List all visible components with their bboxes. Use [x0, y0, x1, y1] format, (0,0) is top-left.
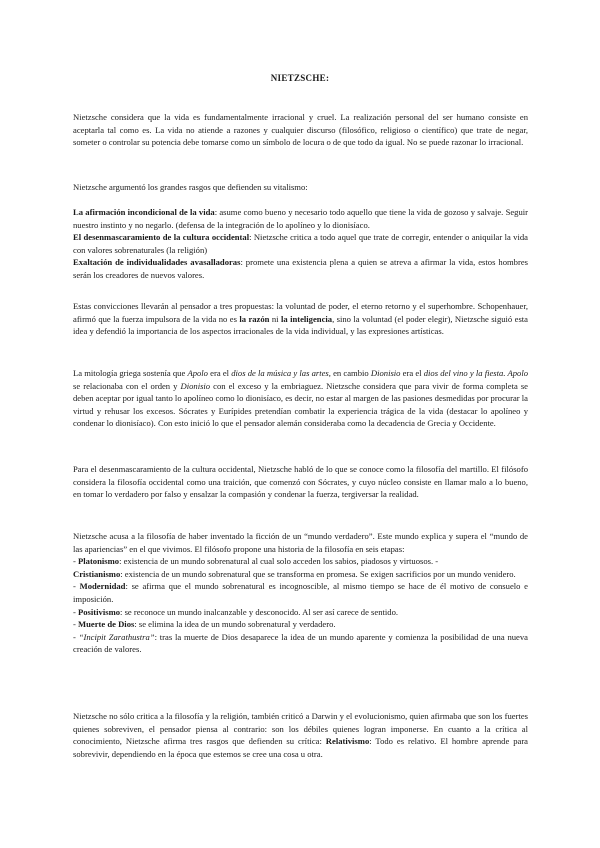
text-run: , sino la voluntad (el poder elegir), Nietzsche siguió esta idea y defendió la importancia de los aspectos irracionales de la vida individual, y las expresiones artísticas.	[73, 313, 528, 337]
definition: : existencia de un mundo sobrenatural que se transforma en promesa. Se exigen sacrificios por un mundo venidero.	[120, 568, 516, 579]
text-run: era el	[207, 368, 232, 378]
etapa-item	[73, 555, 528, 568]
bullet: -	[73, 606, 79, 617]
italic-run: dios de la música y las artes	[231, 368, 329, 378]
definition: : se afirma que el mundo sobrenatural es incognoscible, al mismo tiempo se hace de él motivo de consuelo e imposición.	[73, 581, 528, 604]
text-run: : Todo es relativo. El hombre aprende para sobrevivir, dependiendo en la época que estemos se cree una cosa u otra.	[73, 736, 528, 759]
vitalismo-list	[73, 206, 528, 282]
text-run: La mitología griega sostenía que	[73, 368, 188, 378]
emphasis: la inteligencia	[280, 313, 333, 324]
paragraph-propuestas	[73, 300, 528, 338]
italic-run: Dionisio	[180, 380, 211, 391]
text-run: se relacionaba con el orden y	[73, 380, 181, 391]
bullet: -	[73, 631, 79, 642]
definition: : asume como bueno y necesario todo aquello que tiene la vida de gozoso y salvaje. Seguir nuestro instinto y no negarlo. (defensa de la integración de lo apolíneo y lo dionisíaco.	[73, 207, 528, 230]
bullet: -	[73, 556, 79, 567]
term: Modernidad	[79, 581, 126, 592]
text-run: , en cambio	[328, 368, 371, 378]
definition: : Nietzsche critica a todo aquel que trate de corregir, entender o aniquilar la vida con valores sobrenaturales (la religión)	[73, 232, 528, 255]
term: El desenmascaramiento de la cultura occidental	[73, 232, 250, 243]
definition: : promete una existencia plena a quien se atreva a afirmar la vida, estos hombres serán los creadores de nuevos valores.	[73, 257, 528, 280]
text-run: Estas convicciones llevarán al pensador a tres propuestas: la voluntad de poder, el eterno retorno y el superhombre. Schopenhauer, afirmó que la fuerza impulsora de la vida no es	[73, 301, 528, 324]
paragraph-text	[73, 300, 528, 338]
paragraph-etapas	[73, 530, 528, 656]
etapa-item	[73, 580, 528, 605]
emphasis: la razón	[239, 313, 270, 324]
term: Exaltación de individualidades avasalladoras	[73, 257, 241, 268]
text-run: con el exceso y la embriaguez. Nietzsche considera que para vivir de forma completa se deben aceptar por igual tanto lo apolíneo como lo dionisíaco, es decir, no estar al margen de las pasiones desmedidas por procurar la virtud y rehusar los excesos. Sócrates y Eurípides pretendían combatir la experiencia trágica de la vida (destacar lo apolíneo y condenar lo dionisíaco). Con esto inició lo que el pensador alemán consideraba como la decadencia de Grecia y Occidente.	[73, 380, 529, 429]
paragraph-text	[73, 367, 528, 430]
page-title: NIETZSCHE:	[270, 73, 330, 83]
paragraph-text: Nietzsche considera que la vida es fundamentalmente irracional y cruel. La realización personal del ser humano consiste en aceptarla tal como es. La vida no atiende a razones y cualquier discurso (filosófico, religioso o científico) que trate de negar, someter o controlar su potencia debe tomarse como un símbolo de locura o de que todo da igual. No se puede razonar lo irracional.	[73, 112, 528, 148]
text-run: era el	[400, 368, 424, 378]
italic-run: dios del vino y la fiesta. Apolo	[423, 368, 529, 378]
italic-run: Apolo	[187, 368, 208, 378]
definition: : se reconoce un mundo inalcanzable y desconocido. Al ser así carece de sentido.	[120, 606, 399, 617]
paragraph-text: Nietzsche acusa a la filosofía de haber inventado la ficción de un “mundo verdadero”. Este mundo explica y supera el “mundo de las apariencias” en el que vivimos. El filósofo propone una historia de la filosofía en seis etapas:	[73, 531, 528, 554]
paragraph-intro	[73, 111, 528, 149]
bullet: -	[73, 581, 80, 592]
term: Relativismo	[325, 736, 370, 747]
text-run: Nietzsche no sólo critica a la filosofía y la religión, también criticó a Darwin y el evolucionismo, quien afirmaba que son los fuertes quienes sobreviven, el pensador piensa al contrario: son los débiles quienes logran imponerse. En cuanto a la crítica al conocimiento, Nietzsche afirma tres rasgos que defienden su crítica:	[73, 711, 528, 747]
italic-run: Dionisio	[370, 368, 401, 378]
term: Positivismo	[78, 606, 121, 617]
paragraph-martillo	[73, 463, 528, 501]
etapa-item	[73, 631, 528, 656]
paragraph-text: Nietzsche argumentó los grandes rasgos que defienden su vitalismo:	[73, 182, 308, 192]
paragraph-darwin	[73, 710, 528, 760]
definition: : tras la muerte de Dios desaparece la idea de un mundo aparente y comienza la posibilidad de una nueva creación de valores.	[73, 631, 528, 655]
term: La afirmación incondicional de la vida	[73, 207, 215, 217]
paragraph-rasgos-intro	[73, 181, 528, 194]
vitalismo-item	[73, 206, 528, 231]
bullet: -	[73, 619, 79, 630]
term: Platonismo	[78, 556, 120, 567]
etapa-item	[73, 568, 528, 581]
etapa-item	[73, 618, 528, 631]
paragraph-text: Para el desenmascaramiento de la cultura occidental, Nietzsche habló de lo que se conoce como la filosofía del martillo. El filósofo considera la filosofía occidental como una traición, que comenzó con Sócrates, y cuyo núcleo consiste en llamar malo a lo bueno, en tomar lo verdadero por falso y ensalzar la compasión y condenar la fuerza, tergiversar la realidad.	[73, 464, 528, 500]
vitalismo-item	[73, 231, 528, 256]
paragraph-text	[73, 710, 528, 760]
term: “Incipit Zarathustra”	[78, 631, 155, 642]
term: Cristianismo	[73, 568, 121, 579]
vitalismo-item	[73, 256, 528, 281]
definition: : se elimina la idea de un mundo sobrenatural y verdadero.	[134, 619, 336, 630]
paragraph-mitologia	[73, 367, 528, 430]
text-run: ni	[269, 313, 281, 324]
definition: : existencia de un mundo sobrenatural al cual solo acceden los sabios, piadosos y virtuosos. -	[119, 556, 439, 567]
term: Muerte de Dios	[78, 619, 135, 630]
etapa-item	[73, 606, 528, 619]
